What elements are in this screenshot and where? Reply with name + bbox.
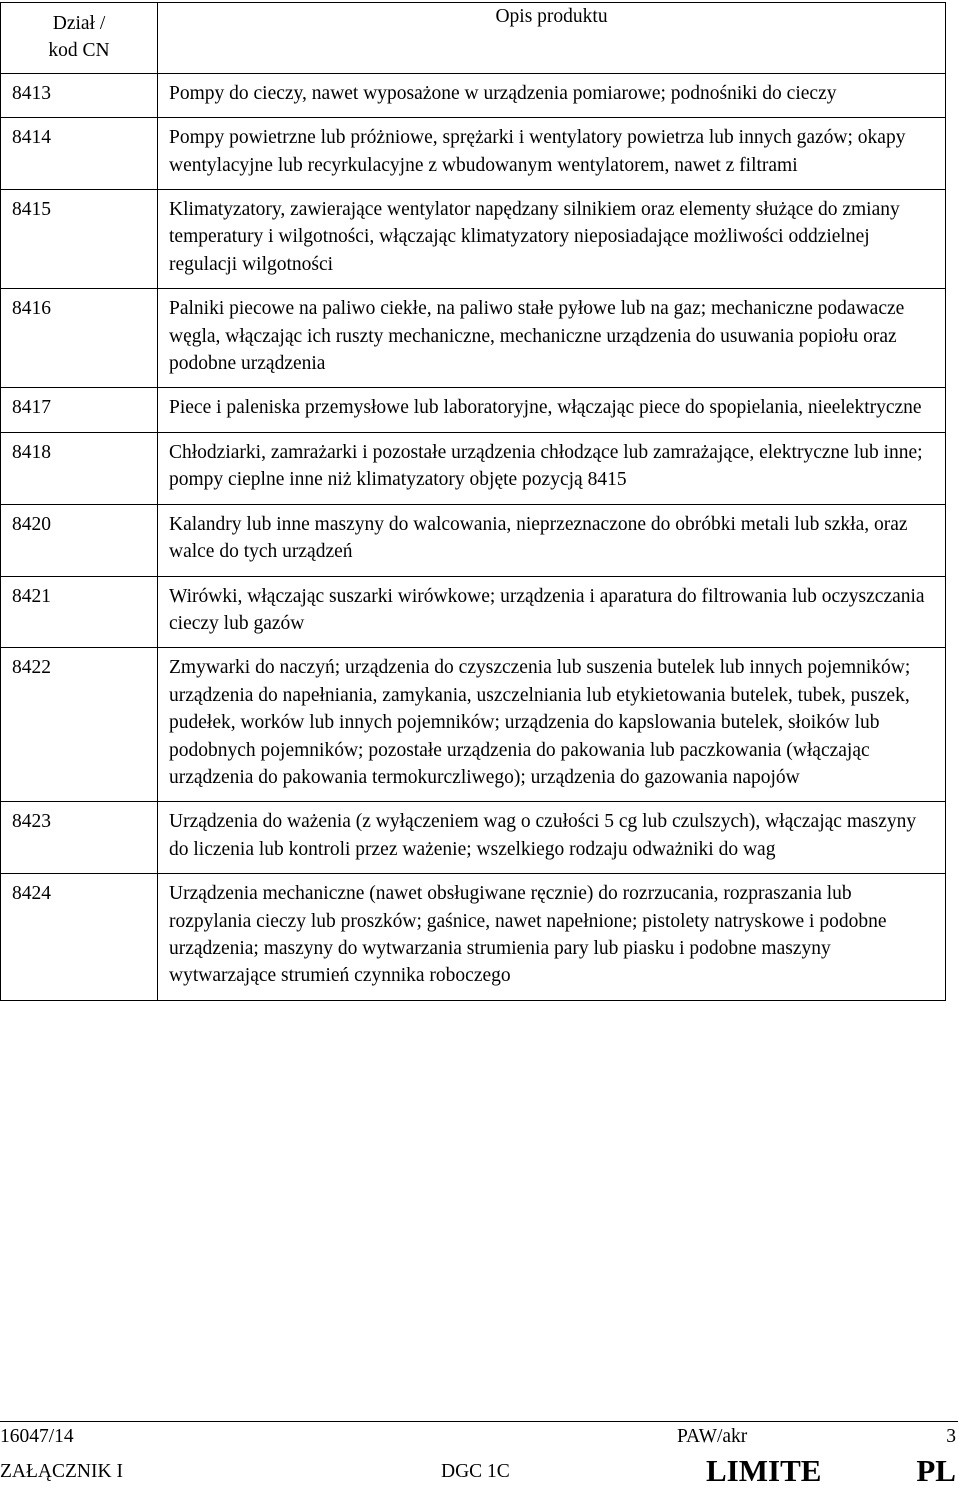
cn-code-cell: 8413 [1,73,158,117]
product-description-cell: Chłodziarki, zamrażarki i pozostałe urządzenia chłodzące lub zamrażające, elektryczne lub inne; pompy cieplne inne niż klimatyzatory objęte pozycją 8415 [158,432,946,504]
table-header-row [1,3,946,74]
product-description-cell: Urządzenia do ważenia (z wyłączeniem wag o czułości 5 cg lub czulszych), włączając maszyny do liczenia lub kontroli przez ważenie; wszelkiego rodzaju odważniki do wag [158,802,946,874]
product-description-cell: Wirówki, włączając suszarki wirówkowe; urządzenia i aparatura do filtrowania lub oczyszczania cieczy lub gazów [158,576,946,648]
table-row [1,118,946,190]
product-description-cell: Pompy do cieczy, nawet wyposażone w urządzenia pomiarowe; podnośniki do cieczy [158,73,946,117]
product-description-cell: Klimatyzatory, zawierające wentylator napędzany silnikiem oraz elementy służące do zmiany temperatury i wilgotności, włączając klimatyzatory nieposiadające możliwości oddzielnej regulacji wilgotności [158,190,946,289]
table-row [1,432,946,504]
language-label: PL [916,1453,956,1488]
table-row [1,802,946,874]
cn-code-cell: 8420 [1,504,158,576]
doc-number: 16047/14 [0,1426,74,1447]
header-desc-cell: Opis produktu [158,3,946,74]
table-row [1,73,946,117]
header-code-line2: kod CN [48,40,110,62]
table-row [1,190,946,289]
cn-code-cell: 8424 [1,874,158,1001]
header-code-line1: Dział / [52,13,106,34]
product-description-cell: Kalandry lub inne maszyny do walcowania, nieprzeznaczone do obróbki metali lub szkła, oraz walce do tych urządzeń [158,504,946,576]
annex-label: ZAŁĄCZNIK I [0,1461,123,1482]
product-description-cell: Urządzenia mechaniczne (nawet obsługiwane ręcznie) do rozrzucania, rozpraszania lub rozpylania cieczy lub proszków; gaśnice, nawet napełnione; pistolety natryskowe i podobne urządzenia; maszyny do wytwarzania strumienia pary lub piasku i podobne maszyny wytwarzające strumień czynnika roboczego [158,874,946,1001]
footer-line-2 [0,1453,960,1490]
page-number: 3 [946,1426,956,1447]
cn-code-cell: 8415 [1,190,158,289]
table-row [1,388,946,432]
table-row [1,648,946,802]
product-description-cell: Pompy powietrzne lub próżniowe, sprężarki i wentylatory powietrza lub innych gazów; okapy wentylacyjne lub recyrkulacyjne z wbudowanym wentylatorem, nawet z filtrami [158,118,946,190]
cn-code-cell: 8418 [1,432,158,504]
cn-code-cell: 8421 [1,576,158,648]
product-description-cell: Piece i paleniska przemysłowe lub laboratoryjne, włączając piece do spopielania, nieelektryczne [158,388,946,432]
table-body [1,73,946,1000]
table-row [1,576,946,648]
cn-code-cell: 8416 [1,289,158,388]
dgc-label: DGC 1C [441,1461,510,1482]
table-row [1,874,946,1001]
header-code-cell [1,3,158,74]
cn-code-cell: 8422 [1,648,158,802]
footer-line-1 [0,1426,960,1456]
cn-code-cell: 8417 [1,388,158,432]
footer-rule [0,1421,958,1422]
limite-label: LIMITE [706,1453,822,1488]
initials: PAW/akr [677,1426,748,1447]
table-row [1,504,946,576]
table-row [1,289,946,388]
cn-code-table [0,2,946,1001]
cn-code-cell: 8414 [1,118,158,190]
product-description-cell: Zmywarki do naczyń; urządzenia do czyszczenia lub suszenia butelek lub innych pojemników; urządzenia do napełniania, zamykania, uszczelniania lub etykietowania butelek, tubek, puszek, pudełek, worków lub innych pojemników; urządzenia do kapslowania butelek, słoików lub podobnych pojemników; pozostałe urządzenia do pakowania lub paczkowania (włączając urządzenia do pakowania termokurczliwego); urządzenia do gazowania napojów [158,648,946,802]
product-description-cell: Palniki piecowe na paliwo ciekłe, na paliwo stałe pyłowe lub na gaz; mechaniczne podawacze węgla, włączając ich ruszty mechaniczne, mechaniczne urządzenia do usuwania popiołu oraz podobne urządzenia [158,289,946,388]
cn-code-cell: 8423 [1,802,158,874]
